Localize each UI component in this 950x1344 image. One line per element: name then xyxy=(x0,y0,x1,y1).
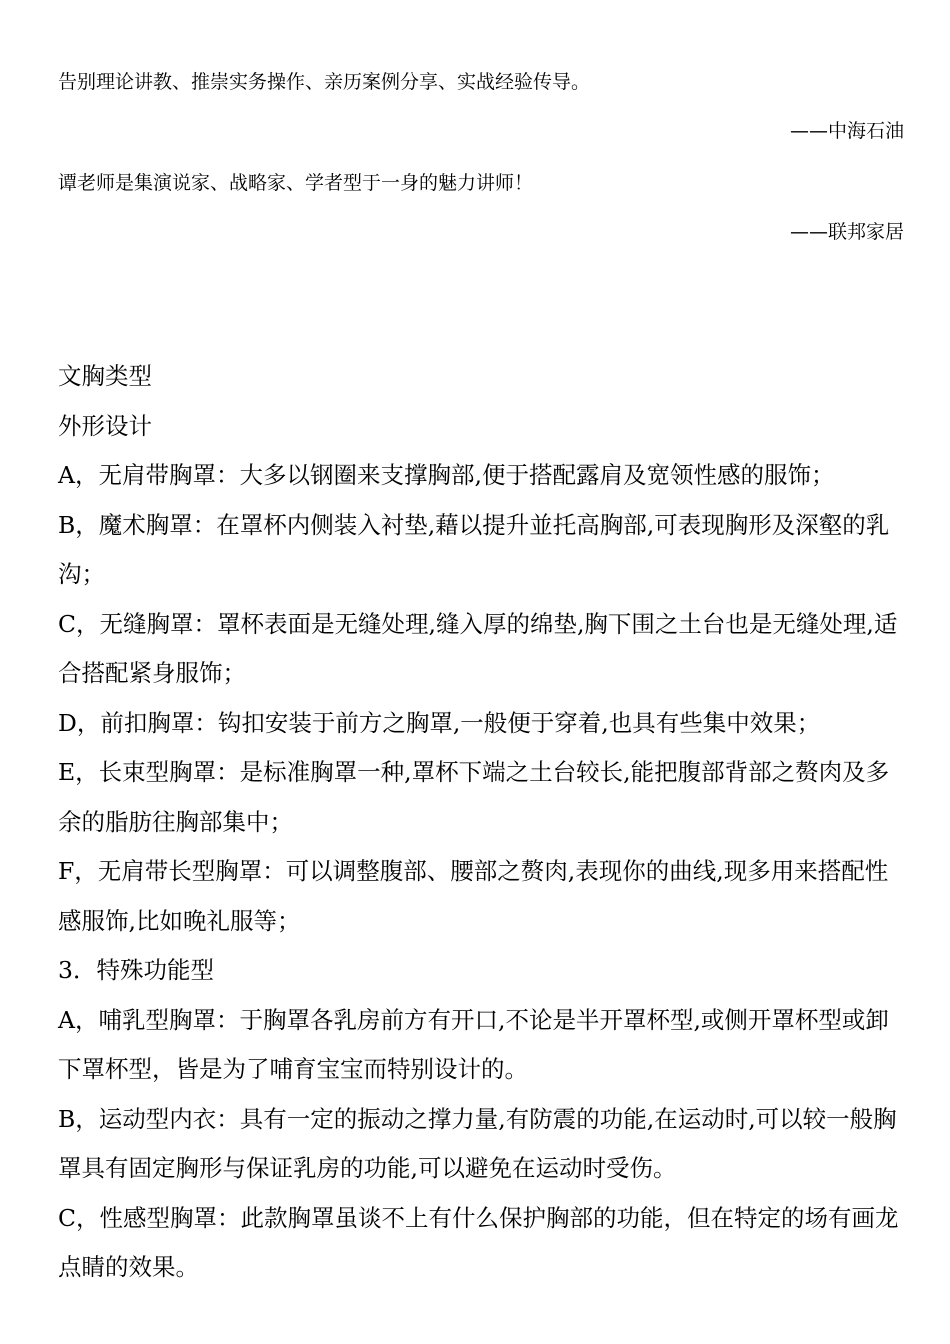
list-item-f: F，无肩带长型胸罩：可以调整腹部、腰部之赘肉,表现你的曲线,现多用来搭配性感服饰,比如晚礼服等； xyxy=(58,857,889,935)
special-item-b: B，运动型内衣：具有一定的振动之撑力量,有防震的功能,在运动时,可以较一般胸罩具有固定胸形与保证乳房的功能,可以避免在运动时受伤。 xyxy=(58,1104,897,1182)
section-title: 文胸类型 xyxy=(58,362,152,390)
list-item-e: E，长束型胸罩：是标准胸罩一种,罩杯下端之土台较长,能把腹部背部之赘肉及多余的脂肪往胸部集中； xyxy=(58,758,890,836)
testimonial-quote-1: 告别理论讲教、推崇实务操作、亲历案例分享、实战经验传导。 xyxy=(58,71,591,93)
list-item-c: C，无缝胸罩：罩杯表面是无缝处理,缝入厚的绵垫,胸下围之土台也是无缝处理,适合搭配紧身服饰； xyxy=(58,609,898,687)
list-item-b: B，魔术胸罩：在罩杯内侧装入衬垫,藉以提升並托高胸部,可表现胸形及深壑的乳沟； xyxy=(58,510,890,588)
document-body xyxy=(58,352,904,1293)
section-3-title: 3．特殊功能型 xyxy=(58,956,214,984)
testimonial-quote-2: 谭老师是集演说家、战略家、学者型于一身的魅力讲师！ xyxy=(58,172,534,194)
list-item-d: D，前扣胸罩：钩扣安装于前方之胸罩,一般便于穿着,也具有些集中效果； xyxy=(58,708,821,737)
subsection-title: 外形设计 xyxy=(58,411,152,440)
list-item-a: A，无肩带胸罩：大多以钢圈来支撑胸部,便于搭配露肩及宽领性感的服饰； xyxy=(58,461,835,489)
special-item-c: C，性感型胸罩：此款胸罩虽谈不上有什么保护胸部的功能，但在特定的场有画龙点睛的效果。 xyxy=(58,1203,899,1281)
special-item-a: A，哺乳型胸罩：于胸罩各乳房前方有开口,不论是半开罩杯型,或侧开罩杯型或卸下罩杯型，皆是为了哺育宝宝而特别设计的。 xyxy=(58,1005,889,1083)
testimonial-attribution-2: ——联邦家居 xyxy=(789,221,904,243)
testimonial-attribution-1: ——中海石油 xyxy=(789,120,904,142)
